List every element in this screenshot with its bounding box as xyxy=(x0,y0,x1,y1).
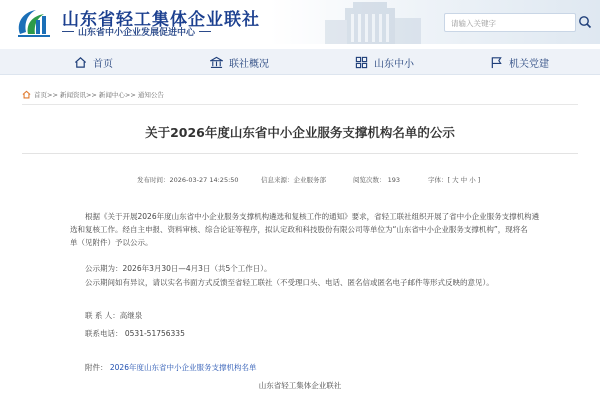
building-icon xyxy=(210,56,223,69)
nav-item-home[interactable] xyxy=(74,49,113,75)
view-count: 阅览次数： 193 xyxy=(353,176,400,184)
nav-label: 山东中小 xyxy=(374,58,414,70)
location-icon xyxy=(22,90,31,99)
search-input[interactable]: 请输入关键字 xyxy=(444,13,576,32)
article-body xyxy=(70,210,540,249)
divider xyxy=(199,31,211,32)
divider xyxy=(22,153,578,154)
divider xyxy=(62,31,74,32)
objection-note: 公示期间如有异议，请以实名书面方式反馈至省轻工联社（不受理口头、电话、匿名信或匿名电子邮件等形式反映的意见）。 xyxy=(85,278,494,287)
contact-person: 联 系 人：高继泉 xyxy=(85,311,143,320)
attachment xyxy=(85,362,256,373)
org-subtitle-text: 山东省中小企业发展促进中心 xyxy=(78,28,196,38)
publish-date: 发布时间：2026-03-27 14:25:50 xyxy=(137,176,239,184)
breadcrumb-text[interactable]: 首页>> 新闻资讯>> 新闻中心>> 通知公告 xyxy=(34,91,164,99)
nav-label: 联社概况 xyxy=(229,58,269,70)
nav-item-party[interactable] xyxy=(490,49,549,75)
grid-icon xyxy=(355,56,368,69)
nav-item-overview[interactable] xyxy=(210,49,269,75)
nav-label: 机关党建 xyxy=(509,58,549,70)
publicity-period: 公示期为：2026年3月30日—4月3日（共5个工作日）。 xyxy=(85,264,272,273)
nav-label: 首页 xyxy=(93,58,113,70)
home-icon xyxy=(74,56,87,69)
contact-phone: 联系电话： 0531-51756335 xyxy=(85,329,185,338)
site-header xyxy=(0,0,600,44)
font-size-control[interactable]: 字体：[ 大 中 小 ] xyxy=(428,176,481,184)
divider xyxy=(22,104,578,105)
signature: 山东省轻工集体企业联社 xyxy=(258,381,342,390)
info-source: 信息来源：企业服务部 xyxy=(261,176,326,184)
org-subtitle xyxy=(62,25,211,38)
landmark-illustration xyxy=(305,0,435,44)
attachment-label: 附件： xyxy=(85,363,108,372)
org-title: 山东省轻工集体企业联社 xyxy=(62,10,260,30)
attachment-link[interactable]: 2026年度山东省中小企业服务支撑机构名单 xyxy=(109,363,257,372)
paragraph-line: 根据《关于开展2026年度山东省中小企业服务支撑机构遴选和复核工作的通知》要求，省轻工联社组织开展了省中小企业服务支撑机构遴 xyxy=(85,212,540,221)
logo-icon xyxy=(14,6,54,40)
breadcrumb xyxy=(22,90,164,99)
flag-icon xyxy=(490,56,503,69)
nav-item-sme[interactable] xyxy=(355,49,414,75)
paragraph-line: 选和复核工作。经自主申报、资料审核、综合论证等程序，拟认定政和科技股份有限公司等单位为“山东省中小企业服务支撑机构”，现将名 xyxy=(70,225,528,234)
search-icon[interactable] xyxy=(578,15,592,29)
paragraph-line: 单（见附件）予以公示。 xyxy=(70,238,153,247)
page-title: 关于2026年度山东省中小企业服务支撑机构名单的公示 xyxy=(145,125,455,140)
main-nav xyxy=(0,49,600,75)
